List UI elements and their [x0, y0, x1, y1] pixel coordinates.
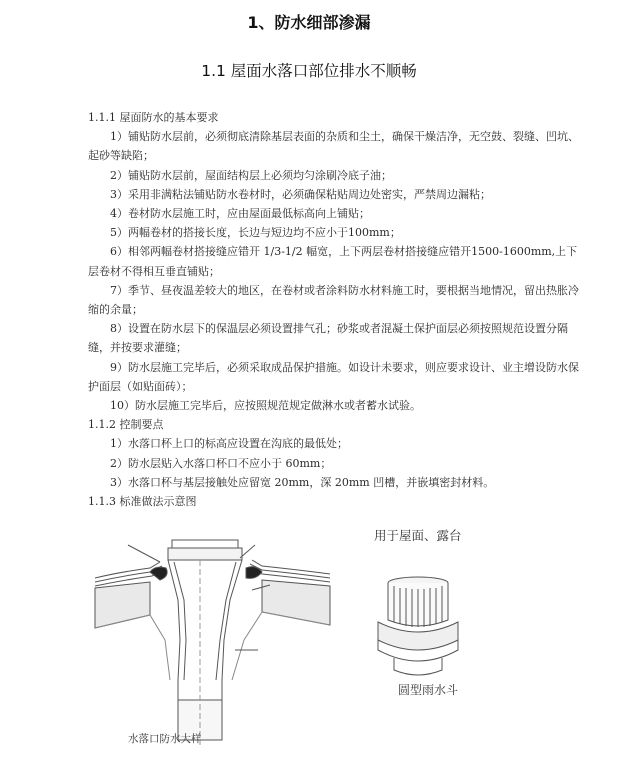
list-item: 5）两幅卷材的搭接长度，长边与短边均不应小于100mm；: [110, 226, 401, 240]
product-label: 圆型雨水斗: [398, 683, 459, 697]
list-item: 9）防水层施工完毕后，必须采取成品保护措施。如设计未要求，则应要求设计、业主增设防水保护面层（如贴面砖）；: [88, 360, 579, 393]
list-item: 6）相邻两幅卷材搭接缝应错开 1/3-1/2 幅宽，上下两层卷材搭接缝应错开1500-1600mm,上下层卷材不得相互垂直铺贴；: [88, 245, 578, 278]
list-item: 1）水落口杯上口的标高应设置在沟底的最低处；: [110, 437, 348, 451]
section-heading: 1、防水细部渗漏: [247, 13, 371, 32]
subsection-title: 1.1.2 控制要点: [88, 418, 164, 432]
subsection-heading: 1.1 屋面水落口部位排水不顺畅: [201, 62, 417, 80]
list-item: 8）设置在防水层下的保温层必须设置排气孔；砂浆或者混凝土保护面层必须按照规范设置分隔缝，并按要求灌缝；: [88, 322, 568, 355]
list-item: 4）卷材防水层施工时，应由屋面最低标高向上铺贴；: [110, 207, 370, 221]
list-item: 2）铺贴防水层前，屋面结构层上必须均匀涂刷冷底子油；: [110, 168, 392, 182]
list-item: 10）防水层施工完毕后，应按照规范规定做淋水或者蓄水试验。: [110, 399, 421, 413]
list-item: 1）铺贴防水层前，必须彻底清除基层表面的杂质和尘土，确保干燥洁净，无空鼓、裂缝、凹坑、起砂等缺陷；: [88, 130, 579, 163]
rain-drain-product-image: [378, 577, 458, 675]
list-item: 2）防水层贴入水落口杯口不应小于 60mm；: [110, 456, 332, 470]
subsection-title: 1.1.1 屋面防水的基本要求: [88, 111, 219, 124]
figure-caption: 水落口防水大样: [128, 733, 202, 745]
list-item: 3）采用非满粘法铺贴防水卷材时，必须确保粘贴周边处密实，严禁周边漏粘；: [110, 187, 491, 201]
list-item: 3）水落口杯与基层接触处应留宽 20mm，深 20mm 凹槽，并嵌填密封材料。: [110, 475, 495, 489]
roof-drain-detail-drawing: [95, 540, 330, 745]
subsection-title: 1.1.3 标准做法示意图: [88, 495, 197, 509]
usage-label: 用于屋面、露台: [374, 528, 462, 543]
list-item: 7）季节、昼夜温差较大的地区，在卷材或者涂料防水材料施工时，要根据当地情况，留出热胀冷缩的余量；: [88, 283, 579, 317]
